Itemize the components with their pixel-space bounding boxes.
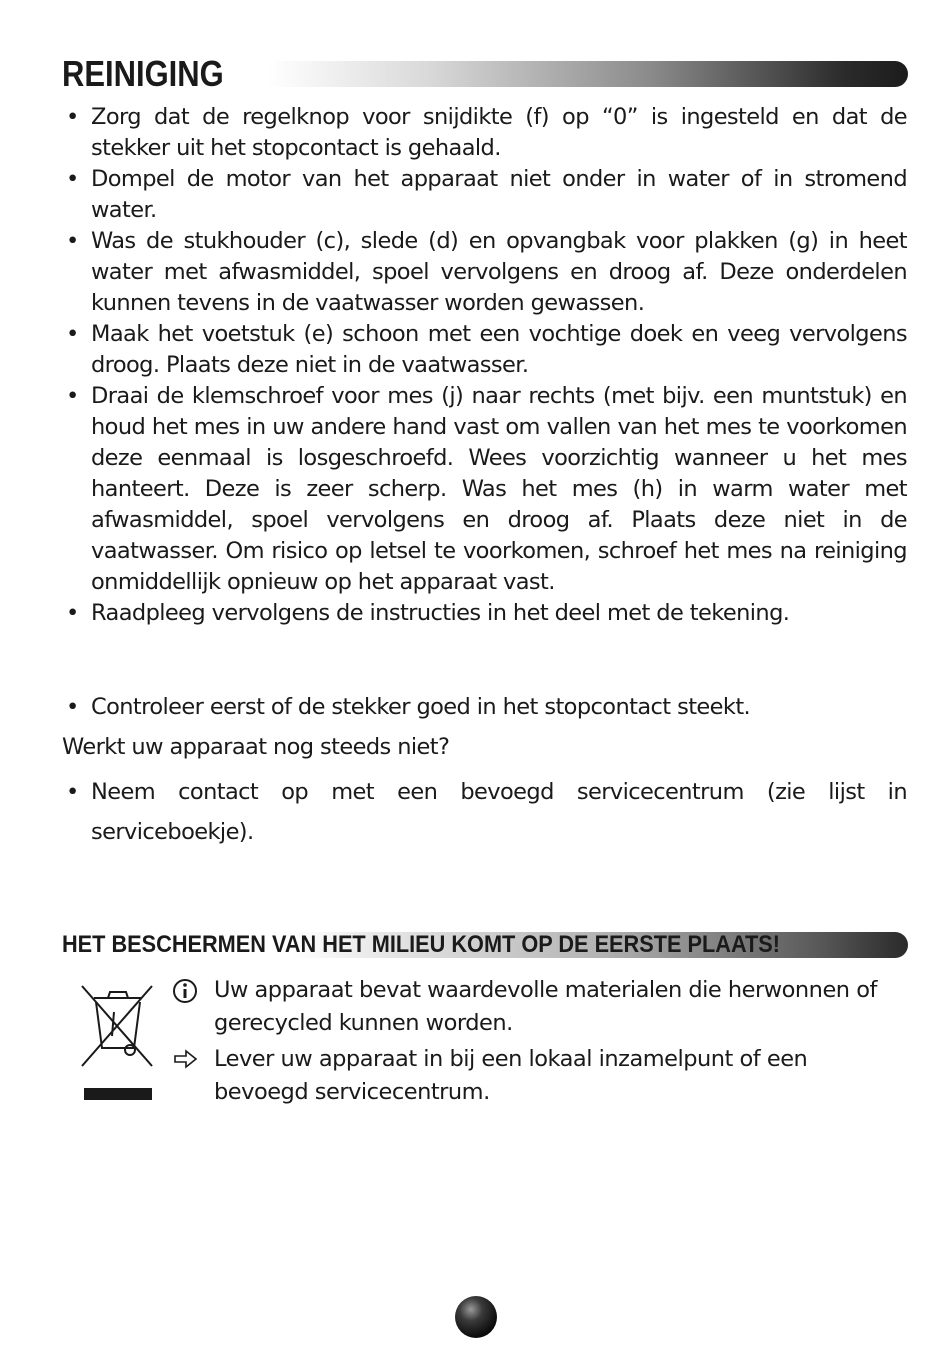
contact-list <box>62 772 907 852</box>
section-title: HET BESCHERMEN VAN HET MILIEU KOMT OP DE EERSTE PLAATS! <box>62 931 781 958</box>
crossed-wheelie-bin-icon <box>80 982 156 1102</box>
list-item: • Was de stukhouder (c), slede (d) en opvangbak voor plakken (g) in heet water met afwasmiddel, spoel vervolgens en droog af. Deze onderdelen kunnen tevens in de vaatwasser worden gewassen. <box>62 226 907 319</box>
section-header-milieu <box>62 929 908 961</box>
recycle-info <box>172 974 908 1040</box>
info-circle-icon <box>172 974 206 1015</box>
still-not-working-text: Werkt uw apparaat nog steeds niet? <box>62 734 450 760</box>
list-item: • Neem contact op met een bevoegd servicecentrum (zie lijst in serviceboekje). <box>62 772 907 852</box>
dropoff-info-text: Lever uw apparaat in bij een lokaal inzamelpunt of een bevoegd servicecentrum. <box>214 1046 808 1105</box>
dropoff-info <box>172 1043 908 1109</box>
page-marker-dot <box>455 1296 497 1338</box>
troubleshoot-list <box>62 692 907 723</box>
section-header-reiniging <box>62 52 908 96</box>
list-item: • Draai de klemschroef voor mes (j) naar rechts (met bijv. een muntstuk) en houd het mes in uw andere hand vast om vallen van het mes te voorkomen deze eenmaal is losgeschroefd. Wees voorzichtig wanneer u het mes hanteert. Deze is zeer scherp. Was het mes (h) in warm water met afwasmiddel, spoel vervolgens en droog af. Plaats deze niet in de vaatwasser. Om risico op letsel te voorkomen, schroef het mes na reiniging onmiddellijk opnieuw op het apparaat vast. <box>62 381 907 598</box>
list-item: • Zorg dat de regelknop voor snijdikte (f) op “0” is ingesteld en dat de stekker uit het stopcontact is gehaald. <box>62 102 907 164</box>
list-item: • Maak het voetstuk (e) schoon met een vochtige doek en veeg vervolgens droog. Plaats deze niet in de vaatwasser. <box>62 319 907 381</box>
cleaning-list <box>62 102 907 629</box>
arrow-right-icon <box>172 1043 206 1081</box>
header-gradient-bar <box>268 61 908 87</box>
recycle-info-text: Uw apparaat bevat waardevolle materialen die herwonnen of gerecycled kunnen worden. <box>214 977 877 1036</box>
section-title: REINIGING <box>62 53 224 94</box>
list-item: • Dompel de motor van het apparaat niet onder in water of in stromend water. <box>62 164 907 226</box>
list-item: • Controleer eerst of de stekker goed in het stopcontact steekt. <box>62 692 907 723</box>
list-item: • Raadpleeg vervolgens de instructies in het deel met de tekening. <box>62 598 907 629</box>
